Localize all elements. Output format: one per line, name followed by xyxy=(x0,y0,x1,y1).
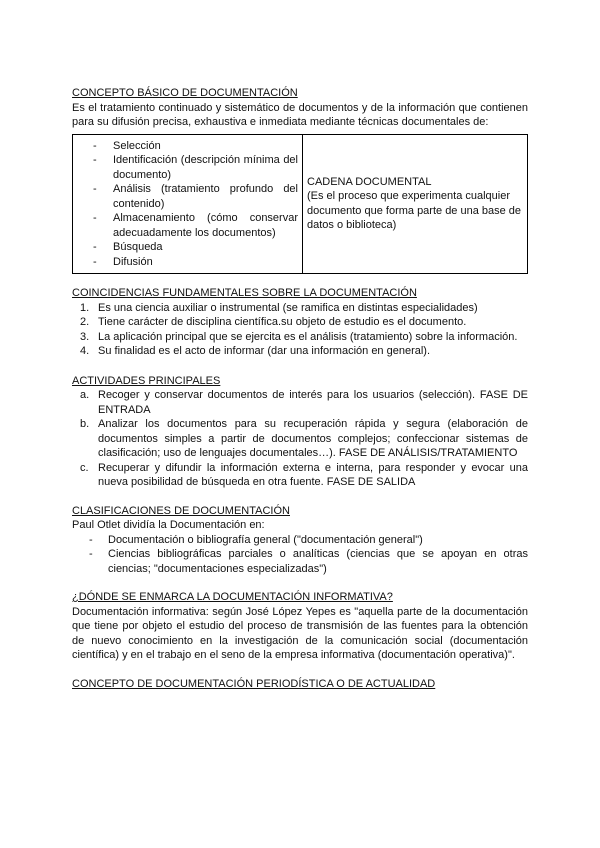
list-text: Recoger y conservar documentos de interés para los usuarios (selección). FASE DE ENTRADA xyxy=(98,389,528,416)
list-marker: 3. xyxy=(80,330,90,343)
document-page xyxy=(72,86,528,691)
techniques-cell xyxy=(73,134,303,274)
list-marker: a. xyxy=(80,389,90,401)
list-item xyxy=(72,417,528,461)
list-item: - Difusión xyxy=(81,255,298,270)
list-marker: c. xyxy=(80,461,89,474)
list-text: Su finalidad es el acto de informar (dar una información en general). xyxy=(98,345,431,357)
list-item: - Documentación o bibliografía general ("documentación general") xyxy=(72,533,528,548)
section-clasificaciones xyxy=(72,504,528,577)
list-item: - Ciencias bibliográficas parciales o analíticas (ciencias que se apoyan en otras ciencias; "documentaciones especializadas") xyxy=(72,547,528,576)
section-heading: ¿DÓNDE SE ENMARCA LA DOCUMENTACIÓN INFORMATIVA? xyxy=(72,591,393,603)
section-heading: CONCEPTO BÁSICO DE DOCUMENTACIÓN xyxy=(72,87,298,99)
list-text: Recuperar y difundir la información externa e interna, para responder y evocar una nueva posibilidad de búsqueda en otra fuente. FASE DE SALIDA xyxy=(98,461,528,488)
cadena-title: CADENA DOCUMENTAL xyxy=(307,175,432,188)
paragraph: Paul Otlet dividía la Documentación en: xyxy=(72,519,265,531)
cadena-cell xyxy=(303,134,528,274)
list-marker: 4. xyxy=(80,345,90,357)
techniques-list xyxy=(81,139,298,270)
list-item: - Búsqueda xyxy=(81,240,298,255)
lettered-list xyxy=(72,388,528,490)
list-text: Tiene carácter de disciplina científica.su objeto de estudio es el documento. xyxy=(98,316,467,328)
section-coincidencias xyxy=(72,286,528,359)
list-item xyxy=(72,301,528,316)
section-heading: CONCEPTO DE DOCUMENTACIÓN PERIODÍSTICA O DE ACTUALIDAD xyxy=(72,677,436,690)
paragraph: Documentación informativa: según José López Yepes es "aquella parte de la documentación que tiene por objeto el estudio del proceso de transmisión de las fuentes para la obtención de nuevo conocimiento en la investigación de la comunicación social (documentación científica) y en el trabajo en el seno de la empresa informativa (documentación operativa)". xyxy=(72,605,528,661)
section-periodistica xyxy=(72,677,528,692)
list-item xyxy=(72,315,528,330)
list-text: Analizar los documentos para su recuperación rápida y segura (elaboración de documentos simples a partir de documentos complejos; confeccionar sistemas de clasificación; uso de lenguajes documentales…). FASE DE ANÁLISIS/TRATAMIENTO xyxy=(98,418,528,459)
cadena-description: (Es el proceso que experimenta cualquier documento que forma parte de una base de datos o biblioteca) xyxy=(307,190,522,232)
section-actividades xyxy=(72,374,528,490)
section-heading: CLASIFICACIONES DE DOCUMENTACIÓN xyxy=(72,504,290,517)
section-donde xyxy=(72,590,528,663)
section-heading: ACTIVIDADES PRINCIPALES xyxy=(72,374,221,387)
section-concepto xyxy=(72,86,528,274)
cadena-documental-table xyxy=(72,134,528,275)
list-item xyxy=(72,388,528,417)
numbered-list xyxy=(72,301,528,359)
list-item xyxy=(72,330,528,345)
list-text: La aplicación principal que se ejercita es el análisis (tratamiento) sobre la información. xyxy=(98,330,518,343)
list-marker: 1. xyxy=(80,301,90,314)
list-item: - Identificación (descripción mínima del documento) xyxy=(81,153,298,182)
list-item: - Selección xyxy=(81,139,298,154)
paragraph: Es el tratamiento continuado y sistemático de documentos y de la información que contienen para su difusión precisa, exhaustiva e inmediata mediante técnicas documentales de: xyxy=(72,101,528,128)
list-text: Es una ciencia auxiliar o instrumental (se ramifica en distintas especialidades) xyxy=(98,301,478,314)
list-marker: 2. xyxy=(80,316,90,328)
list-item xyxy=(72,344,528,359)
list-item xyxy=(72,461,528,490)
dash-list xyxy=(72,533,528,577)
list-item: - Almacenamiento (cómo conservar adecuadamente los documentos) xyxy=(81,211,298,240)
list-item: - Análisis (tratamiento profundo del contenido) xyxy=(81,182,298,211)
list-marker: b. xyxy=(80,418,90,430)
section-heading: COINCIDENCIAS FUNDAMENTALES SOBRE LA DOCUMENTACIÓN xyxy=(72,287,417,299)
